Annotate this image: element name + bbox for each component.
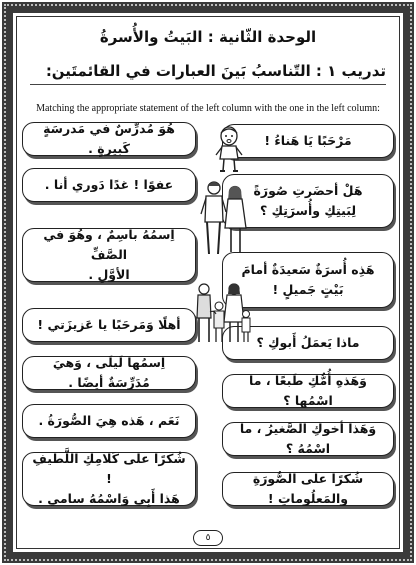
instruction-text: Matching the appropriate statement of the left column with the one in the left column: [36,103,380,114]
bubble-line: وَهَذهِ أُمُّكِ طَبعًا ، ما اسْمُها ؟ [249,373,367,408]
right-bubble-7 [222,472,394,506]
bubble-line: بَيْتٍ جَميلٍ ! [272,282,344,297]
left-bubble-3 [22,228,196,282]
family-illustration [190,282,252,346]
left-bubble-7 [22,452,196,506]
bubble-line: شُكرًا على كَلامِكِ اللَّطيفِ ! [32,451,186,486]
bubble-line: ماذا يَعمَلُ أَبوكِ ؟ [256,335,360,350]
bubble-line: نَعَم ، هَذه هِيَ الصُّورَةُ . [38,413,180,428]
bubble-line: أهلًا وَمَرحَبًا يا عَزيزَتي ! [37,317,181,332]
exercise-title: تدريب ١ : التّناسبُ بَينَ العبارات في القائمتَين: [30,62,386,85]
left-bubble-6 [22,404,196,438]
left-bubble-1 [22,122,196,156]
bubble-line: هَذا أَبِي وَاسْمُهُ سامي . [38,491,180,506]
bubble-line: هَلْ أحضَرتِ صُورَةً [253,183,363,198]
left-bubble-2 [22,168,196,202]
bubble-line: الأوَّلِ . [88,267,130,282]
bubble-line: هَذِه أُسرَةٌ سَعيدَةٌ أمامَ [241,262,375,277]
left-bubble-4 [22,308,196,342]
bubble-line: وَهَذا أخوكِ الصَّغيرُ ، ما اسْمُهُ ؟ [239,421,377,456]
boy-illustration [212,125,246,173]
page-number: ٥ [193,530,223,546]
bubble-line: هُوَ مُدرِّسٌ في مَدرسَةٍ كَبيرةٍ . [43,121,175,156]
bubble-line: اِسمُها لَيلَى ، وَهيَ مُدَرِّسَةٌ أيضًا . [52,355,166,390]
bubble-line: عفوًا ! غدًا دَوري أنا . [44,177,174,192]
bubble-line: مَرْحَبًا يَا هَناءُ ! [264,133,352,148]
right-bubble-5 [222,374,394,408]
children-illustration [198,178,250,260]
right-bubble-6 [222,422,394,456]
right-bubble-1 [222,124,394,158]
bubble-line: شُكرًا على الصُّورَةِ والمَعلُوماتِ ! [252,471,364,506]
bubble-line: اِسمُهُ باسِمٌ ، وهُوَ في الصَّفِّ [43,227,175,262]
unit-title: الوحدة الثّانية : البَيتُ والأُسرةُ [99,28,317,46]
left-bubble-5 [22,356,196,390]
bubble-line: لِبَيتِكِ وأُسرَتِكِ ؟ [259,203,357,218]
